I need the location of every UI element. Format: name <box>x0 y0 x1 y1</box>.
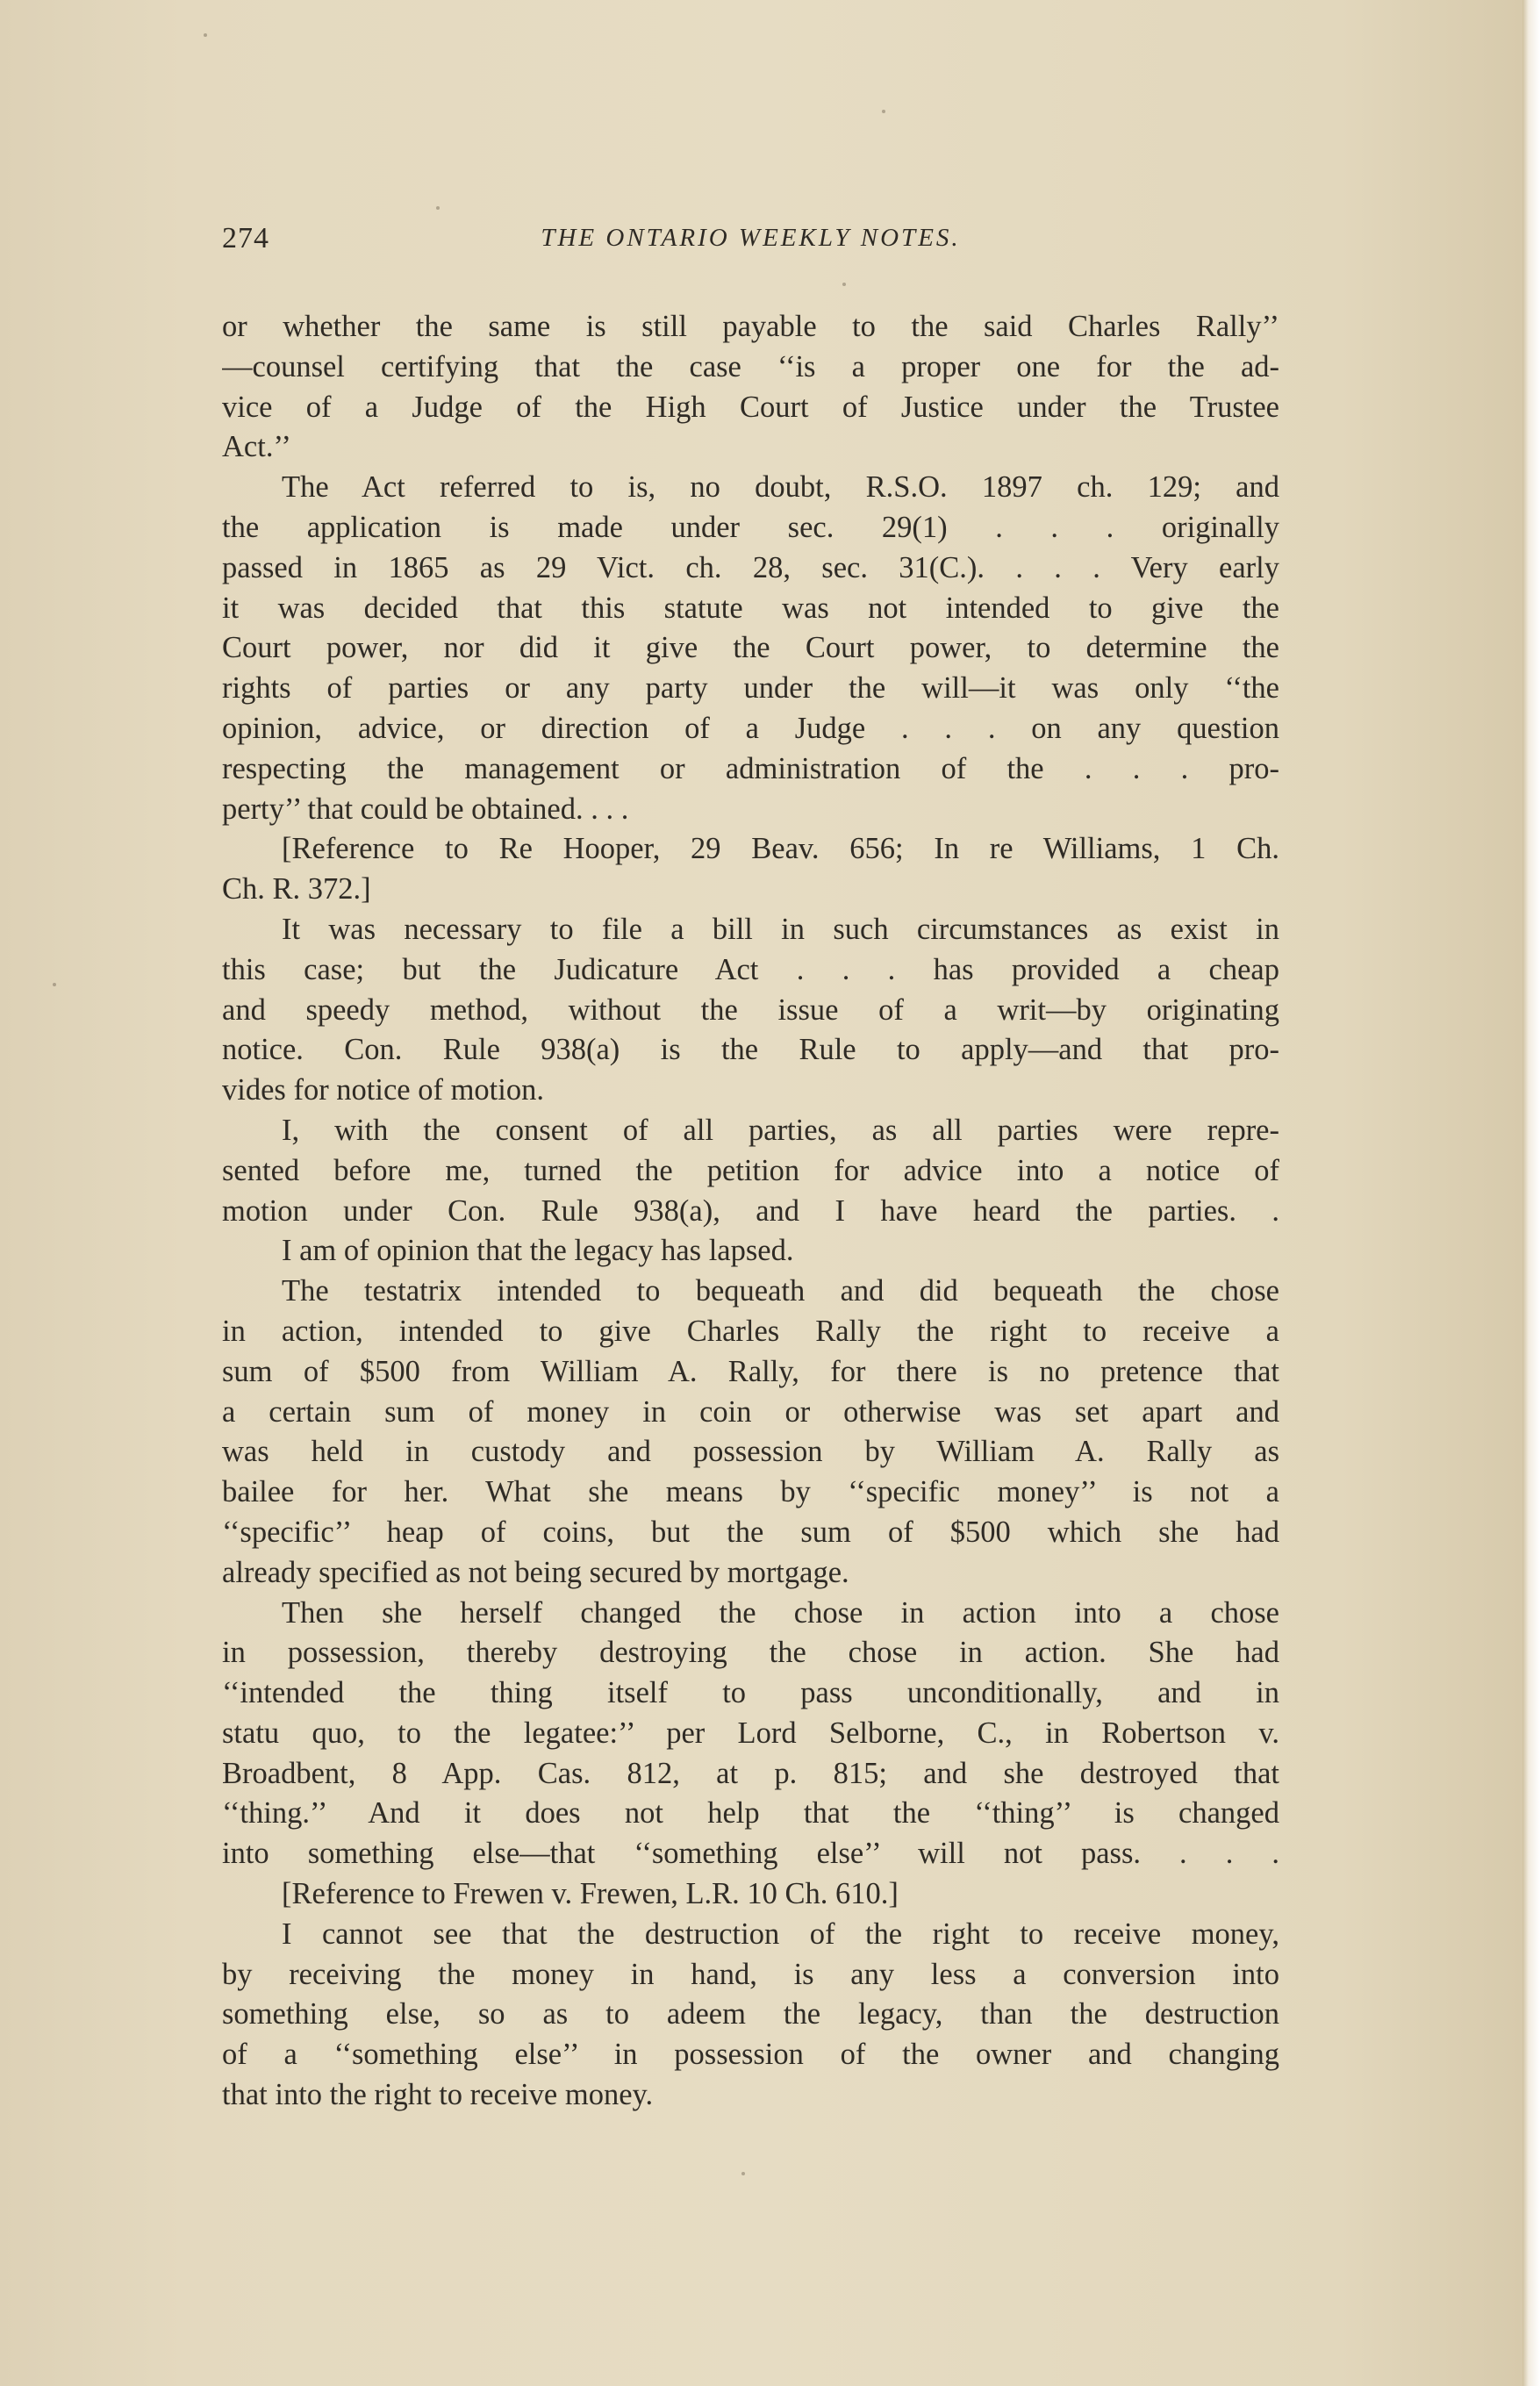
text-line: Court power, nor did it give the Court power, to determine the <box>222 631 1279 665</box>
text-line: [Reference to Frewen v. Frewen, L.R. 10 Ch. 610.] <box>282 1877 899 1911</box>
text-line: this case; but the Judicature Act . . . has provided a cheap <box>222 952 1279 986</box>
text-line: —counsel certifying that the case ‘‘is a proper one for the ad- <box>222 349 1279 383</box>
text-line: I am of opinion that the legacy has lapsed. <box>282 1234 794 1268</box>
text-line: opinion, advice, or direction of a Judge . . . on any question <box>222 711 1279 745</box>
text-line: perty’’ that could be obtained. . . . <box>222 792 629 826</box>
text-line: ‘‘specific’’ heap of coins, but the sum of $500 which she had <box>222 1515 1279 1549</box>
page-number: 274 <box>222 222 269 254</box>
text-line: of a ‘‘something else’’ in possession of the owner and changing <box>222 2038 1279 2072</box>
text-line: The Act referred to is, no doubt, R.S.O. 1897 ch. 129; and <box>282 470 1279 505</box>
paper-speck <box>882 110 885 113</box>
text-line: was held in custody and possession by William A. Rally as <box>222 1435 1279 1469</box>
text-line: I cannot see that the destruction of the right to receive money, <box>282 1917 1279 1951</box>
body-text <box>222 307 1279 2116</box>
text-line: passed in 1865 as 29 Vict. ch. 28, sec. 31(C.). . . . Very early <box>222 550 1279 584</box>
paper-speck <box>842 283 846 286</box>
text-line: in possession, thereby destroying the chose in action. She had <box>222 1636 1279 1670</box>
text-line: something else, so as to adeem the legacy, than the destruction <box>222 1997 1279 2031</box>
text-line: already specified as not being secured by mortgage. <box>222 1555 849 1589</box>
text-line: motion under Con. Rule 938(a), and I have heard the parties. . <box>222 1193 1279 1228</box>
text-line: and speedy method, without the issue of a writ—by originating <box>222 992 1279 1027</box>
text-line: the application is made under sec. 29(1) . . . originally <box>222 510 1279 544</box>
text-line: It was necessary to file a bill in such circumstances as exist in <box>282 912 1279 946</box>
text-line: it was decided that this statute was not intended to give the <box>222 591 1279 625</box>
text-line: sented before me, turned the petition for advice into a notice of <box>222 1153 1279 1187</box>
text-line: respecting the management or administration of the . . . pro- <box>222 751 1279 785</box>
text-line: ‘‘thing.’’ And it does not help that the ‘‘thing’’ is changed <box>222 1796 1279 1831</box>
text-line: vides for notice of motion. <box>222 1073 544 1107</box>
text-line: notice. Con. Rule 938(a) is the Rule to apply—and that pro- <box>222 1033 1279 1067</box>
text-line: by receiving the money in hand, is any less a conversion into <box>222 1957 1279 1991</box>
text-line: in action, intended to give Charles Rally the right to receive a <box>222 1314 1279 1348</box>
text-line: or whether the same is still payable to the said Charles Rally’’ <box>222 310 1279 343</box>
text-line: that into the right to receive money. <box>222 2078 654 2112</box>
paper-speck <box>741 2172 745 2175</box>
text-line: rights of parties or any party under the will—it was only ‘‘the <box>222 671 1279 706</box>
paper-speck <box>436 206 440 210</box>
paper-speck <box>53 983 56 986</box>
page-header <box>222 222 1279 266</box>
text-line: Ch. R. 372.] <box>222 872 371 906</box>
text-line: Broadbent, 8 App. Cas. 812, at p. 815; and she destroyed that <box>222 1756 1279 1790</box>
text-line: sum of $500 from William A. Rally, for there is no pretence that <box>222 1354 1279 1388</box>
text-line: statu quo, to the legatee:’’ per Lord Selborne, C., in Robertson v. <box>222 1716 1279 1750</box>
text-line: Then she herself changed the chose in action into a chose <box>282 1595 1279 1630</box>
text-line: ‘‘intended the thing itself to pass unconditionally, and in <box>222 1676 1279 1710</box>
text-line: [Reference to Re Hooper, 29 Beav. 656; In re Williams, 1 Ch. <box>282 832 1279 866</box>
page-edge <box>1522 0 1540 2386</box>
text-line: Act.’’ <box>222 430 291 464</box>
text-line: into something else—that ‘‘something else’’ will not pass. . . . <box>222 1837 1279 1871</box>
text-line: bailee for her. What she means by ‘‘specific money’’ is not a <box>222 1475 1279 1509</box>
text-line: The testatrix intended to bequeath and did bequeath the chose <box>282 1274 1279 1308</box>
running-title: THE ONTARIO WEEKLY NOTES. <box>541 224 961 252</box>
text-line: I, with the consent of all parties, as all parties were repre- <box>282 1113 1279 1147</box>
text-line: vice of a Judge of the High Court of Justice under the Trustee <box>222 390 1279 424</box>
text-line: a certain sum of money in coin or otherwise was set apart and <box>222 1394 1279 1429</box>
paper-speck <box>204 33 207 37</box>
